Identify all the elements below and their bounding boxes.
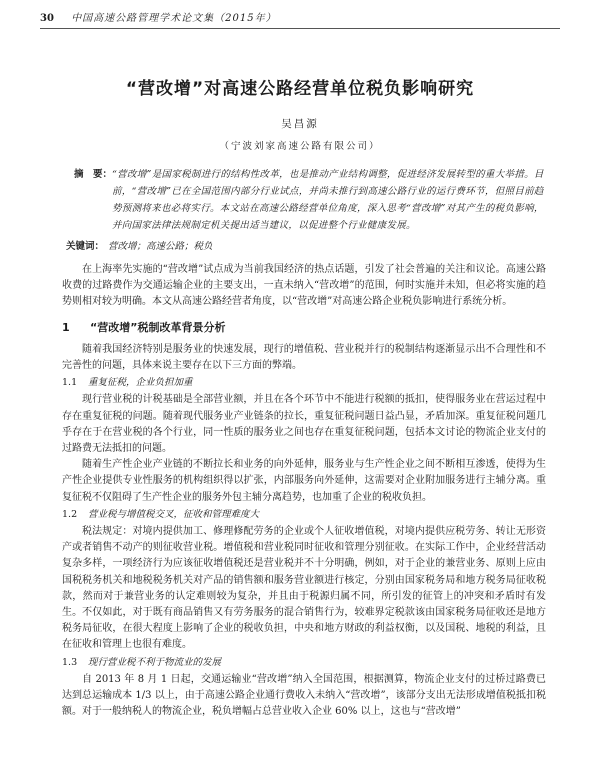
page-number: 30	[40, 13, 54, 24]
keywords-block	[66, 238, 546, 252]
section-intro-paragraph: 随着我国经济特别是服务业的快速发展，现行的增值税、营业税并行的税制结构逐渐显示出不合理性和不完善性的问题，具体来说主要存在以下三方面的弊端。	[62, 343, 546, 372]
subsection-title: 重复征税，企业负担加重	[88, 377, 193, 389]
section-number: 1	[62, 320, 70, 334]
body-paragraph: 税法规定：对境内提供加工、修理修配劳务的企业或个人征收增值税，对境内提供应税劳务、转让无形资产或者销售不动产的则征收营业税。增值税和营业税同时征收和管理分别征收。在实际工作中，企业经营活动复杂多样，一项经济行为应该征收增值税还是营业税并不十分明确，例如，对于企业的兼营业务、原则上应由国税税务机关和地税税务机关对产品的销售额和服务营业额进行核定，分别由国家税务局和地方税务局征收税款，然而对于兼营业务的认定难则较为复杂，并且由于税源归属不同，所引发的征管上的冲突和矛盾时有发生。不仅如此，对于既有商品销售又有劳务服务的混合销售行为，较难界定税款该由国家税务局征收还是地方税务局征收，在很大程度上影响了企业的税收负担，中央和地方财政的利益权衡，以及国税、地税的利益，且在征收和管理上也很有难度。	[62, 526, 546, 651]
keywords-text: 营改增；高速公路；税负	[108, 241, 213, 252]
abstract-block	[74, 166, 546, 234]
article-title: “营改增”对高速公路经营单位税负影响研究	[125, 79, 475, 99]
author-affiliation: （宁波刘家高速公路有限公司）	[219, 141, 381, 152]
section-heading	[62, 320, 546, 336]
subsection-heading	[62, 655, 546, 671]
keywords-label: 关键词：	[66, 241, 105, 252]
author-name: 吴昌源	[281, 118, 319, 130]
body-paragraph: 随着生产性企业产业链的不断拉长和业务的向外延伸，服务业与生产性企业之间不断相互渗透，使得为生产性企业提供专业性服务的机构组织得以扩张，内部服务向外延伸，这需要对企业附加服务进行主辅分离。重复征税不仅阻碍了生产性企业的服务外包主辅分离趋势，也加重了企业的税收负担。	[62, 459, 546, 503]
abstract-label: 摘 要：	[74, 169, 113, 180]
subsection-heading	[62, 375, 546, 391]
subsection-title: 营业税与增值税交叉，征收和管理难度大	[88, 508, 260, 520]
intro-paragraph: 在上海率先实施的“营改增”试点成为当前我国经济的热点话题，引发了社会普遍的关注和议论。高速公路收费的过路费作为交通运输企业的主要支出，一直未纳入“营改增”的范围，何时实施并未知，但必将实施的趋势则相对较为明确。本文从高速公路经营者角度，以“营改增”对高速公路企业税负影响进行系统分析。	[62, 264, 546, 308]
body-paragraph: 现行营业税的计税基础是全部营业额，并且在各个环节中不能进行税额的抵扣，使得服务业在营运过程中存在重复征税的问题。随着现代服务业产业链条的拉长，重复征税问题日益凸显，矛盾加深。重复征税问题几乎存在于在营业税的各个行业，同一性质的服务业之间也存在重复征税问题，包括本文讨论的物流企业支付的过路费无法抵扣的问题。	[62, 394, 546, 455]
article-body	[62, 262, 546, 720]
running-header	[40, 10, 560, 29]
abstract-text: “营改增”是国家税制进行的结构性改革，也是推动产业结构调整，促进经济发展转型的重大举措。目前，“营改增”已在全国范围内部分行业试点，并尚未推行到高速公路行业的运行费环节，但照目前趋势预测将来也必将实行。本文站在高速公路经营单位角度，深入思考“营改增”对其产生的税负影响，并向国家法律法规制定机关提出适当建议，以促进整个行业健康发展。	[112, 169, 544, 231]
subsection-number: 1.2	[62, 508, 78, 520]
subsection-title: 现行营业税不利于物流业的发展	[88, 656, 222, 668]
subsection-heading	[62, 507, 546, 523]
journal-name: 中国高速公路管理学术论文集（2015年）	[71, 13, 277, 24]
body-paragraph: 自 2013 年 8 月 1 日起，交通运输业“营改增”纳入全国范围，根据测算，物流企业支付的过桥过路费已达到总运输成本 1/3 以上，由于高速公路企业通行费收入未纳入“营改增”，该部分支出无法形成增值税抵扣税额。对于一般纳税人的物流企业，税负增幅占总营业收入企业 60% 以上，这也与“营改增”	[62, 673, 546, 718]
subsection-number: 1.1	[62, 377, 78, 389]
section-title: “营改增”税制改革背景分析	[90, 320, 226, 334]
subsection-number: 1.3	[62, 656, 78, 668]
